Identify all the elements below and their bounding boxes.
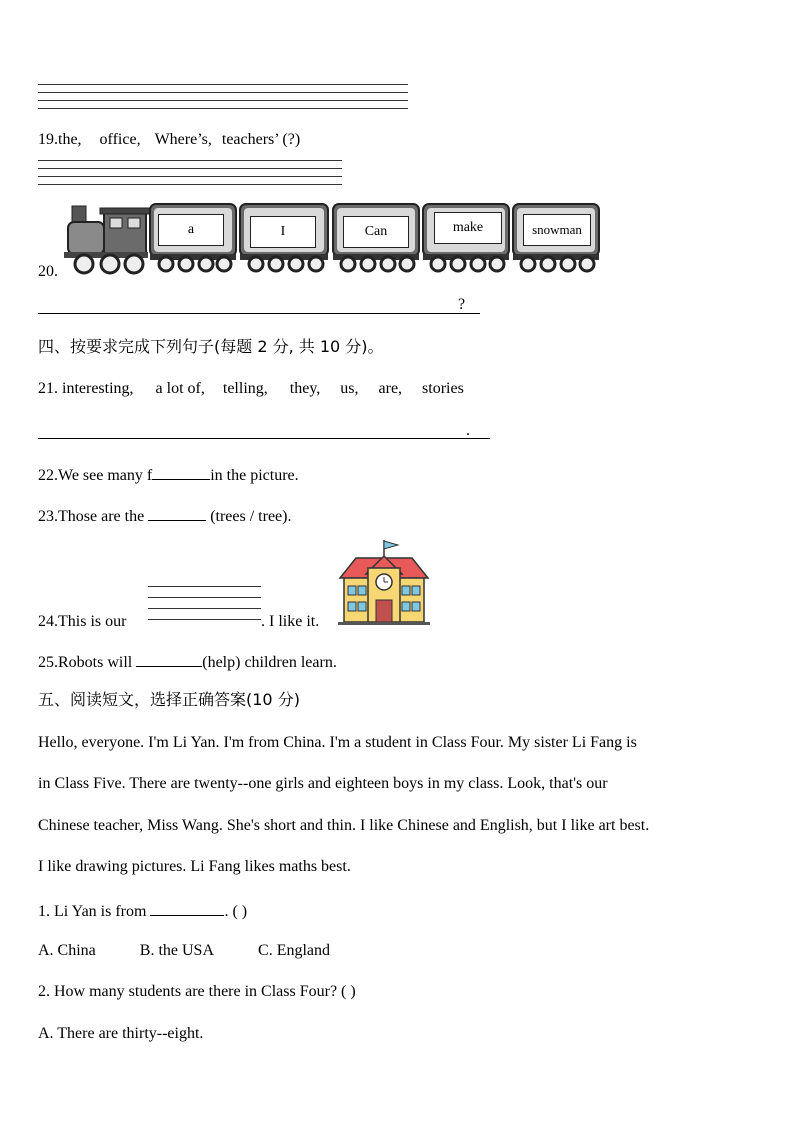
q21-line — [38, 379, 464, 399]
q19-word: the, — [58, 131, 82, 148]
q23-blank[interactable] — [148, 504, 206, 521]
q19-number: 19. — [38, 131, 58, 148]
q24-answer-lines — [148, 586, 261, 627]
q24-after: . I like it. — [261, 613, 320, 630]
q21-word: us, — [340, 380, 359, 397]
q23-after: (trees / tree). — [210, 508, 292, 525]
locomotive-icon — [64, 206, 150, 273]
q22-before: We see many f — [58, 467, 153, 484]
q21-word: interesting, — [62, 380, 134, 397]
q22-number: 22. — [38, 467, 58, 484]
q21-end-mark: . — [466, 422, 470, 439]
school-building-icon — [336, 538, 432, 626]
option-b[interactable]: B. the USA — [139, 942, 215, 959]
q20-number: 20. — [38, 263, 58, 280]
q23-number: 23. — [38, 508, 58, 525]
section-5-title: 五、阅读短文，选择正确答案(10 分) — [38, 690, 300, 709]
answer-lines-q19 — [38, 160, 342, 192]
q23-before: Those are the — [58, 508, 145, 525]
q22-blank[interactable] — [152, 463, 210, 480]
q24-before: This is our — [58, 613, 127, 630]
q25-after: (help) children learn. — [202, 654, 337, 671]
option-a[interactable]: A. China — [38, 942, 96, 959]
q25-before: Robots will — [58, 654, 133, 671]
q20-answer-line — [38, 313, 480, 314]
passage-line: I like drawing pictures. Li Fang likes maths best. — [38, 858, 351, 875]
q21-word: are, — [378, 380, 403, 397]
q24-number-text — [38, 612, 126, 632]
q21-word: a lot of, — [155, 380, 205, 397]
reading-q1-tail: . ( ) — [224, 903, 248, 920]
q21-number: 21. — [38, 380, 58, 397]
q22-line — [38, 463, 299, 486]
passage-line: Hello, everyone. I'm Li Yan. I'm from China. I'm a student in Class Four. My sister Li Fang is — [38, 734, 637, 751]
train-word-card: a — [158, 214, 224, 246]
answer-lines-top — [38, 84, 408, 116]
q21-word: telling, — [222, 380, 268, 397]
train-word-card: Can — [343, 216, 409, 248]
q22-after: in the picture. — [210, 467, 299, 484]
q21-answer-line — [38, 438, 490, 439]
q20-end-mark: ? — [458, 296, 466, 313]
q19-word: Where’s, — [154, 131, 212, 148]
reading-q1-blank[interactable] — [150, 899, 224, 916]
q23-line — [38, 504, 291, 527]
reading-q1-options — [38, 941, 330, 961]
passage-line: Chinese teacher, Miss Wang. She's short and thin. I like Chinese and English, but I like art best. — [38, 817, 650, 834]
q25-number: 25. — [38, 654, 58, 671]
train-word-card: make — [434, 212, 502, 244]
q21-word: stories — [422, 380, 464, 397]
option-a[interactable]: A. There are thirty--eight. — [38, 1025, 204, 1042]
q21-word: they, — [289, 380, 321, 397]
option-c[interactable]: C. England — [258, 942, 331, 959]
passage-line: in Class Five. There are twenty--one girls and eighteen boys in my class. Look, that's our — [38, 775, 608, 792]
q24-number: 24. — [38, 613, 58, 630]
reading-q1 — [38, 899, 247, 922]
q25-line — [38, 650, 337, 673]
reading-q2-text: 2. How many students are there in Class Four? ( ) — [38, 983, 356, 1000]
section-4-title: 四、按要求完成下列句子(每题 2 分, 共 10 分)。 — [38, 337, 384, 356]
train-word-card: snowman — [523, 214, 591, 246]
train-word-card: I — [250, 216, 316, 248]
reading-q1-text: 1. Li Yan is from — [38, 903, 147, 920]
q19-line — [38, 130, 300, 150]
q25-blank[interactable] — [136, 650, 202, 667]
q19-word: office, — [99, 131, 141, 148]
q19-word: teachers’ (?) — [221, 131, 301, 148]
